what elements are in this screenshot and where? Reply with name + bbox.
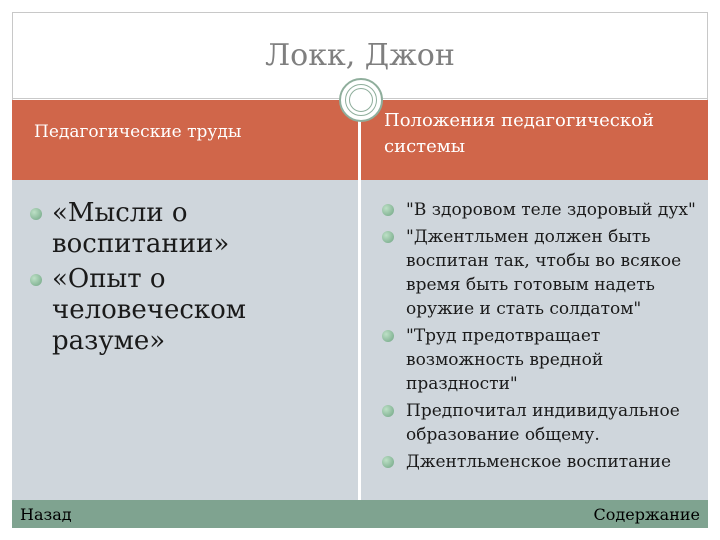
list-item-text: "Джентльмен должен быть воспитан так, чтобы во всякое время быть готовым надеть оружие и стать солдатом" [406,227,682,319]
bullet-icon [382,231,394,243]
list-item [382,450,702,474]
list-item-text: "Труд предотвращает возможность вредной праздности" [406,326,604,394]
circle-emblem-icon [339,78,383,122]
back-link[interactable]: Назад [20,505,72,524]
list-item [382,399,702,447]
contents-link[interactable]: Содержание [593,505,700,524]
list-item [30,264,350,357]
bullet-icon [382,330,394,342]
principles-list [382,198,702,477]
header-left-label: Педагогические труды [34,122,242,142]
bullet-icon [382,204,394,216]
list-item [30,198,350,260]
list-item-text: Предпочитал индивидуальное образование общему. [406,401,680,445]
slide-title: Локк, Джон [265,38,455,73]
list-item-text: "В здоровом теле здоровый дух" [406,200,696,220]
works-list [30,198,350,361]
principles-column [361,180,708,500]
list-item-text: «Опыт о человеческом разуме» [52,264,247,356]
bullet-icon [382,456,394,468]
list-item [382,225,702,321]
list-item [382,324,702,396]
bullet-icon [30,274,42,286]
bullet-icon [382,405,394,417]
list-item-text: Джентльменское воспитание [406,452,672,472]
header-right-label: Положения педагогической системы [384,110,654,157]
list-item [382,198,702,222]
bullet-icon [30,208,42,220]
list-item-text: «Мысли о воспитании» [52,198,230,259]
